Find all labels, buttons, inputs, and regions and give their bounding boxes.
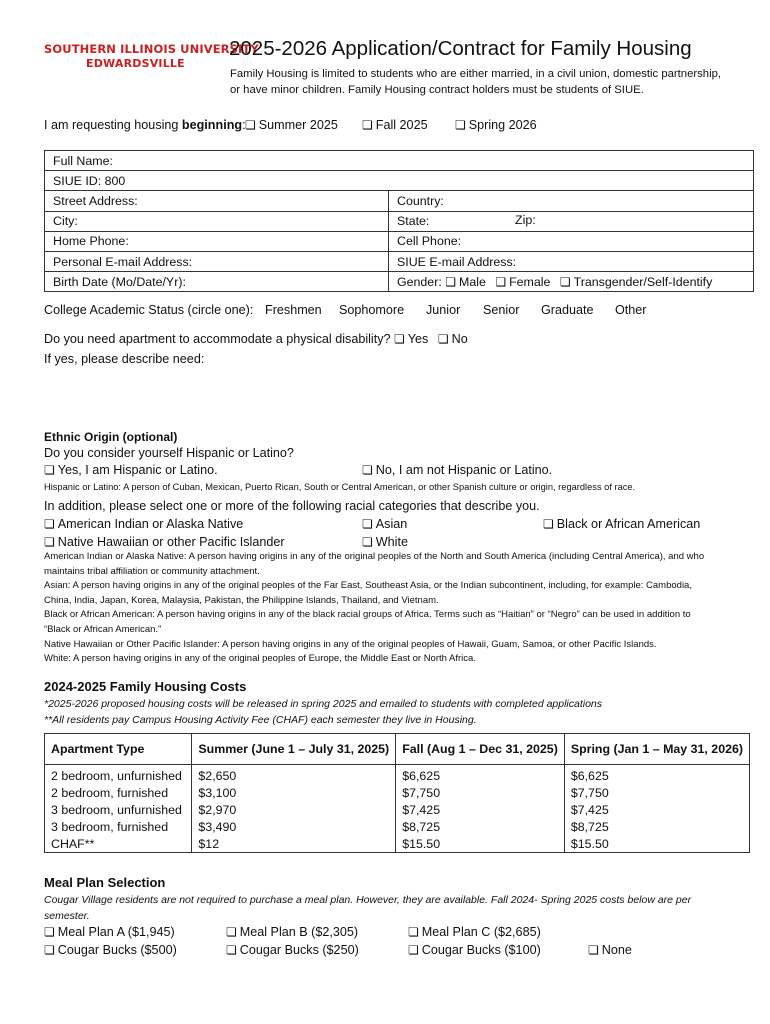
column-header: Apartment Type (45, 734, 192, 765)
ethnic-heading: Ethnic Origin (optional) (44, 430, 178, 444)
gender-male[interactable]: ❏ Male (445, 274, 486, 289)
definition-asian: Asian: A person having origins in any of the original peoples of the Far East, Southeast Asia, or the Indian subcontinent, including, for example: Cambodia, China, India, Japan, Korea, Malaysia, Pakistan, the Philippine Islands, Thailand, and Vietnam. (44, 580, 692, 606)
table-cell: 3 bedroom, furnished (45, 818, 192, 835)
checkbox-icon[interactable]: ❏ (394, 332, 405, 346)
meal-plan-heading: Meal Plan Selection (44, 875, 166, 890)
table-cell: $15.50 (564, 835, 749, 853)
checkbox-icon[interactable]: ❏ (245, 118, 256, 132)
university-logo: SOUTHERN ILLINOIS UNIVERSITY (44, 42, 259, 56)
home-phone-field[interactable]: Home Phone: (45, 231, 389, 251)
table-cell: 3 bedroom, unfurnished (45, 801, 192, 818)
checkbox-icon[interactable]: ❏ (44, 463, 55, 477)
status-junior[interactable]: Junior (426, 303, 461, 317)
race-prompt: In addition, please select one or more of the following racial categories that describe you. (44, 499, 540, 513)
definition-american-indian: American Indian or Alaska Native: A person having origins in any of the original peoples of the North and South America (including Central America), and who maintains tribal affiliation or community attachment. (44, 551, 705, 577)
table-cell: $7,750 (564, 784, 749, 801)
table-row (45, 835, 750, 853)
meal-plan-b[interactable]: ❏ Meal Plan B ($2,305) (226, 925, 359, 939)
hispanic-definition: Hispanic or Latino: A person of Cuban, Mexican, Puerto Rican, South or Central American, or other Spanish culture or origin, regardless of race. (44, 482, 636, 492)
table-cell: $7,425 (396, 801, 565, 818)
costs-note-1: *2025-2026 proposed housing costs will be released in spring 2025 and emailed to students with completed applications (44, 698, 603, 710)
checkbox-icon[interactable]: ❏ (559, 274, 571, 289)
hispanic-question: Do you consider yourself Hispanic or Latino? (44, 446, 294, 460)
table-cell: $3,490 (192, 818, 396, 835)
disability-no[interactable]: ❏ No (437, 332, 468, 346)
status-sophomore[interactable]: Sophomore (339, 303, 405, 317)
status-other[interactable]: Other (615, 303, 647, 317)
personal-email-field[interactable]: Personal E-mail Address: (45, 251, 389, 271)
disability-describe-label: If yes, please describe need: (44, 352, 205, 366)
meal-plan-c[interactable]: ❏ Meal Plan C ($2,685) (408, 925, 541, 939)
table-row (45, 818, 750, 835)
gender-female[interactable]: ❏ Female (495, 274, 551, 289)
definition-black: Black or African American: A person having origins in any of the black racial groups of Africa. Terms such as “Haitian” or “Negro” can be used in addition to “Black or African American.” (44, 609, 691, 635)
university-logo-campus: EDWARDSVILLE (86, 57, 185, 70)
checkbox-icon[interactable]: ❏ (437, 332, 449, 346)
table-cell: $12 (192, 835, 396, 853)
siue-email-field[interactable]: SIUE E-mail Address: (389, 251, 754, 271)
table-cell: $2,650 (192, 765, 396, 785)
country-field[interactable]: Country: (389, 191, 754, 211)
checkbox-icon[interactable]: ❏ (408, 925, 419, 939)
city-field[interactable]: City: (45, 211, 389, 231)
option-spring-2026[interactable]: ❏ Spring 2026 (455, 118, 537, 132)
column-header: Summer (June 1 – July 31, 2025) (192, 734, 396, 765)
checkbox-icon[interactable]: ❏ (445, 274, 456, 289)
cougar-bucks-100[interactable]: ❏ Cougar Bucks ($100) (408, 943, 541, 957)
state-label: State: (397, 214, 430, 229)
hispanic-no[interactable]: ❏ No, I am not Hispanic or Latino. (362, 463, 553, 477)
table-cell: $8,725 (564, 818, 749, 835)
checkbox-icon[interactable]: ❏ (44, 925, 55, 939)
table-row (45, 784, 750, 801)
cell-phone-field[interactable]: Cell Phone: (389, 231, 754, 251)
option-summer-2025[interactable]: ❏ Summer 2025 (245, 118, 338, 132)
state-zip-field[interactable] (389, 211, 754, 231)
gender-field (389, 272, 754, 292)
gender-label: Gender: (397, 274, 442, 289)
checkbox-icon[interactable]: ❏ (408, 943, 419, 957)
costs-note-2: **All residents pay Campus Housing Activity Fee (CHAF) each semester they live in Housing. (44, 714, 477, 726)
column-header: Fall (Aug 1 – Dec 31, 2025) (396, 734, 565, 765)
checkbox-icon[interactable]: ❏ (226, 925, 237, 939)
definition-pacific-islander: Native Hawaiian or Other Pacific Islander: A person having origins in any of the original peoples of Hawaii, Guam, Samoa, or other Pacific Islands. (44, 638, 657, 650)
status-senior[interactable]: Senior (483, 303, 520, 317)
checkbox-icon[interactable]: ❏ (226, 943, 237, 957)
gender-transgender[interactable]: ❏ Transgender/Self-Identify (559, 274, 713, 289)
table-cell: $6,625 (564, 765, 749, 785)
status-freshmen[interactable]: Freshmen (265, 303, 322, 317)
checkbox-icon[interactable]: ❏ (362, 463, 373, 477)
checkbox-icon[interactable]: ❏ (362, 535, 373, 549)
race-black[interactable]: ❏ Black or African American (543, 517, 701, 531)
street-address-field[interactable]: Street Address: (45, 191, 389, 211)
intro-text: Family Housing is limited to students who are either married, in a civil union, domestic partnership, or have minor children. Family Housing contract holders must be students of SIUE. (230, 68, 722, 96)
table-cell: $3,100 (192, 784, 396, 801)
checkbox-icon[interactable]: ❏ (44, 517, 55, 531)
full-name-field[interactable]: Full Name: (45, 151, 754, 171)
option-fall-2025[interactable]: ❏ Fall 2025 (362, 118, 428, 132)
race-american-indian[interactable]: ❏ American Indian or Alaska Native (44, 517, 244, 531)
definition-white: White: A person having origins in any of the original peoples of Europe, the Middle East or North Africa. (44, 653, 476, 665)
checkbox-icon[interactable]: ❏ (543, 517, 554, 531)
table-cell: $6,625 (396, 765, 565, 785)
page-title: 2025-2026 Application/Contract for Family Housing (229, 37, 692, 60)
column-header: Spring (Jan 1 – May 31, 2026) (564, 734, 749, 765)
personal-info-table (44, 150, 754, 292)
table-cell: 2 bedroom, furnished (45, 784, 192, 801)
checkbox-icon[interactable]: ❏ (588, 943, 599, 957)
race-definitions (44, 550, 714, 667)
academic-status-label: College Academic Status (circle one): (44, 303, 254, 317)
siue-id-field[interactable]: SIUE ID: 800 (45, 171, 754, 191)
table-cell: $7,425 (564, 801, 749, 818)
table-header-row (45, 734, 750, 765)
table-cell: $2,970 (192, 801, 396, 818)
checkbox-icon[interactable]: ❏ (44, 535, 55, 549)
disability-yes[interactable]: ❏ Yes (394, 332, 429, 346)
table-row (45, 765, 750, 785)
meal-plan-note: Cougar Village residents are not required to purchase a meal plan. However, they are available. Fall 2024- Spring 2025 costs below are per semester. (44, 894, 692, 922)
table-cell: $8,725 (396, 818, 565, 835)
table-row (45, 801, 750, 818)
cougar-bucks-500[interactable]: ❏ Cougar Bucks ($500) (44, 943, 177, 957)
checkbox-icon[interactable]: ❏ (362, 517, 373, 531)
costs-heading: 2024-2025 Family Housing Costs (44, 679, 247, 694)
race-pacific-islander[interactable]: ❏ Native Hawaiian or other Pacific Islander (44, 535, 285, 549)
housing-costs-table (44, 733, 750, 853)
cougar-bucks-250[interactable]: ❏ Cougar Bucks ($250) (226, 943, 359, 957)
meal-plan-a[interactable]: ❏ Meal Plan A ($1,945) (44, 925, 175, 939)
status-graduate[interactable]: Graduate (541, 303, 594, 317)
table-cell: $15.50 (396, 835, 565, 853)
checkbox-icon[interactable]: ❏ (495, 274, 507, 289)
hispanic-yes[interactable]: ❏ Yes, I am Hispanic or Latino. (44, 463, 218, 477)
meal-none[interactable]: ❏ None (588, 943, 632, 957)
checkbox-icon[interactable]: ❏ (455, 118, 466, 132)
table-cell: $7,750 (396, 784, 565, 801)
table-cell: CHAF** (45, 835, 192, 853)
zip-label: Zip: (515, 212, 536, 227)
table-cell: 2 bedroom, unfurnished (45, 765, 192, 785)
disability-question: Do you need apartment to accommodate a physical disability? ❏ Yes ❏ No (44, 332, 468, 346)
race-white[interactable]: ❏ White (362, 535, 408, 549)
race-asian[interactable]: ❏ Asian (362, 517, 408, 531)
checkbox-icon[interactable]: ❏ (44, 943, 55, 957)
checkbox-icon[interactable]: ❏ (362, 118, 373, 132)
birth-date-field[interactable]: Birth Date (Mo/Date/Yr): (45, 272, 389, 292)
housing-start-label: I am requesting housing beginning: (44, 118, 246, 132)
